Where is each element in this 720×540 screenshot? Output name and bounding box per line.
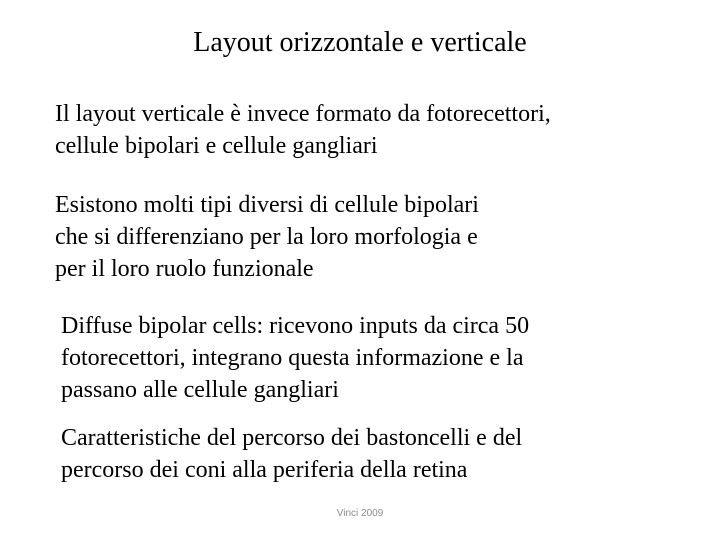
paragraph-vertical-layout bbox=[55, 98, 551, 162]
text-line: percorso dei coni alla periferia della retina bbox=[61, 457, 468, 483]
text-line: fotorecettori, integrano questa informazione e la bbox=[61, 345, 524, 371]
paragraph-pathway-characteristics bbox=[61, 422, 522, 486]
paragraph-bipolar-types bbox=[55, 189, 479, 285]
slide-footer: Vinci 2009 bbox=[336, 508, 384, 519]
text-line: cellule bipolari e cellule gangliari bbox=[55, 133, 378, 159]
text-line: passano alle cellule gangliari bbox=[61, 377, 339, 403]
text-line: per il loro ruolo funzionale bbox=[55, 256, 314, 282]
text-line: che si differenziano per la loro morfologia e bbox=[55, 224, 478, 250]
text-line: Diffuse bipolar cells: ricevono inputs da circa 50 bbox=[61, 313, 530, 339]
text-line: Il layout verticale è invece formato da fotorecettori, bbox=[55, 101, 551, 127]
text-line: Esistono molti tipi diversi di cellule bipolari bbox=[55, 192, 479, 218]
paragraph-diffuse-bipolar bbox=[61, 310, 529, 406]
slide-title: Layout orizzontale e verticale bbox=[193, 27, 527, 58]
text-line: Caratteristiche del percorso dei bastoncelli e del bbox=[61, 425, 523, 451]
